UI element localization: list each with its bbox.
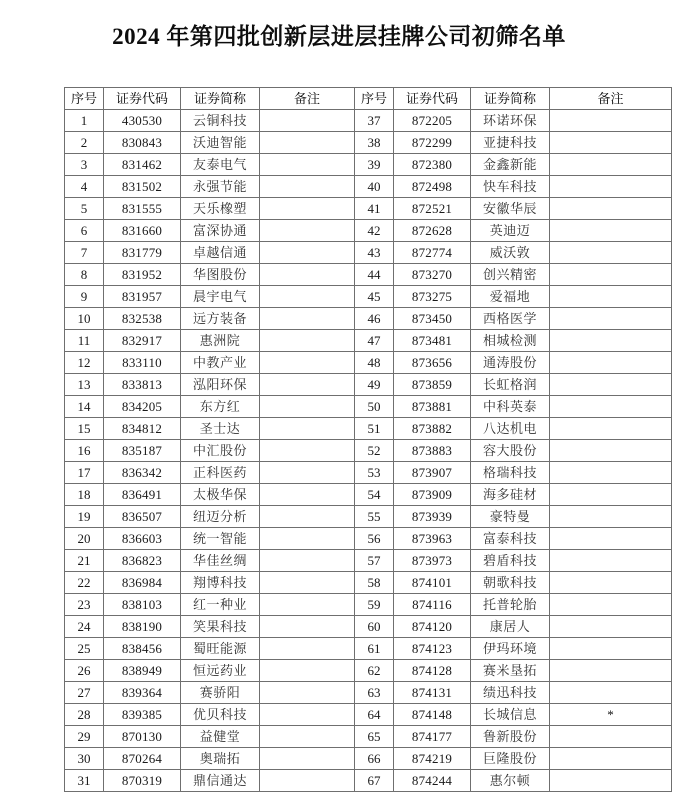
cell-name-right: 安徽华辰 — [471, 198, 550, 220]
cell-code-right: 872628 — [394, 220, 471, 242]
table-row — [65, 264, 672, 286]
cell-seq-right: 41 — [355, 198, 394, 220]
cell-note-right — [550, 550, 672, 572]
cell-seq-left: 23 — [65, 594, 104, 616]
cell-note-right — [550, 682, 672, 704]
cell-code-right: 874123 — [394, 638, 471, 660]
cell-note-right — [550, 176, 672, 198]
cell-seq-left: 15 — [65, 418, 104, 440]
cell-code-left: 831462 — [104, 154, 181, 176]
cell-code-right: 873882 — [394, 418, 471, 440]
cell-seq-left: 29 — [65, 726, 104, 748]
cell-note-left — [260, 748, 355, 770]
cell-seq-left: 13 — [65, 374, 104, 396]
table-row — [65, 660, 672, 682]
cell-name-left: 圣士达 — [181, 418, 260, 440]
cell-seq-left: 16 — [65, 440, 104, 462]
cell-seq-left: 26 — [65, 660, 104, 682]
cell-code-left: 831660 — [104, 220, 181, 242]
cell-code-right: 872521 — [394, 198, 471, 220]
cell-name-left: 东方红 — [181, 396, 260, 418]
cell-note-left — [260, 528, 355, 550]
cell-name-left: 红一种业 — [181, 594, 260, 616]
cell-seq-left: 4 — [65, 176, 104, 198]
cell-code-left: 836491 — [104, 484, 181, 506]
cell-code-right: 873481 — [394, 330, 471, 352]
cell-name-right: 威沃敦 — [471, 242, 550, 264]
header-seq-right: 序号 — [355, 88, 394, 110]
cell-code-right: 873859 — [394, 374, 471, 396]
cell-code-left: 832538 — [104, 308, 181, 330]
cell-seq-right: 65 — [355, 726, 394, 748]
cell-name-left: 卓越信通 — [181, 242, 260, 264]
table-row — [65, 396, 672, 418]
cell-name-right: 长虹格润 — [471, 374, 550, 396]
cell-note-right — [550, 528, 672, 550]
cell-seq-right: 49 — [355, 374, 394, 396]
cell-name-right: 中科英泰 — [471, 396, 550, 418]
cell-note-left — [260, 594, 355, 616]
table-row — [65, 726, 672, 748]
cell-note-left — [260, 352, 355, 374]
table-row — [65, 748, 672, 770]
cell-code-left: 838190 — [104, 616, 181, 638]
cell-seq-right: 60 — [355, 616, 394, 638]
cell-code-right: 873656 — [394, 352, 471, 374]
cell-seq-right: 44 — [355, 264, 394, 286]
table-row — [65, 616, 672, 638]
cell-seq-left: 22 — [65, 572, 104, 594]
cell-seq-right: 51 — [355, 418, 394, 440]
table-row — [65, 110, 672, 132]
cell-name-left: 赛骄阳 — [181, 682, 260, 704]
cell-code-left: 430530 — [104, 110, 181, 132]
cell-seq-right: 54 — [355, 484, 394, 506]
cell-code-right: 872774 — [394, 242, 471, 264]
header-name-left: 证券简称 — [181, 88, 260, 110]
cell-seq-left: 7 — [65, 242, 104, 264]
table-row — [65, 638, 672, 660]
cell-name-left: 晨宇电气 — [181, 286, 260, 308]
cell-note-left — [260, 286, 355, 308]
cell-name-right: 碧盾科技 — [471, 550, 550, 572]
cell-code-left: 831555 — [104, 198, 181, 220]
cell-name-left: 纽迈分析 — [181, 506, 260, 528]
cell-note-left — [260, 770, 355, 792]
table-row — [65, 198, 672, 220]
table-row — [65, 484, 672, 506]
cell-code-left: 831952 — [104, 264, 181, 286]
cell-code-right: 873973 — [394, 550, 471, 572]
cell-name-left: 中教产业 — [181, 352, 260, 374]
cell-name-right: 海多硅材 — [471, 484, 550, 506]
cell-code-left: 834205 — [104, 396, 181, 418]
cell-seq-right: 62 — [355, 660, 394, 682]
table-row — [65, 132, 672, 154]
table-row — [65, 286, 672, 308]
cell-seq-right: 42 — [355, 220, 394, 242]
cell-code-right: 873939 — [394, 506, 471, 528]
cell-seq-right: 61 — [355, 638, 394, 660]
cell-name-right: 巨隆股份 — [471, 748, 550, 770]
table-row — [65, 176, 672, 198]
header-seq-left: 序号 — [65, 88, 104, 110]
table-row — [65, 506, 672, 528]
cell-note-left — [260, 110, 355, 132]
cell-name-left: 中汇股份 — [181, 440, 260, 462]
cell-seq-right: 45 — [355, 286, 394, 308]
cell-seq-right: 57 — [355, 550, 394, 572]
cell-name-left: 远方装备 — [181, 308, 260, 330]
cell-seq-left: 5 — [65, 198, 104, 220]
cell-name-left: 益健堂 — [181, 726, 260, 748]
cell-code-left: 832917 — [104, 330, 181, 352]
table-row — [65, 308, 672, 330]
cell-name-right: 豪特曼 — [471, 506, 550, 528]
cell-seq-right: 58 — [355, 572, 394, 594]
cell-code-right: 874116 — [394, 594, 471, 616]
cell-name-right: 八达机电 — [471, 418, 550, 440]
cell-code-left: 830843 — [104, 132, 181, 154]
cell-note-left — [260, 506, 355, 528]
cell-seq-right: 43 — [355, 242, 394, 264]
cell-seq-left: 31 — [65, 770, 104, 792]
cell-code-left: 870319 — [104, 770, 181, 792]
cell-note-left — [260, 264, 355, 286]
cell-code-right: 872498 — [394, 176, 471, 198]
cell-code-left: 839385 — [104, 704, 181, 726]
cell-name-left: 云铜科技 — [181, 110, 260, 132]
cell-name-left: 友泰电气 — [181, 154, 260, 176]
cell-note-left — [260, 176, 355, 198]
cell-seq-left: 10 — [65, 308, 104, 330]
cell-note-right: * — [550, 704, 672, 726]
cell-name-right: 金鑫新能 — [471, 154, 550, 176]
cell-name-left: 惠洲院 — [181, 330, 260, 352]
cell-name-right: 环诺环保 — [471, 110, 550, 132]
cell-seq-left: 30 — [65, 748, 104, 770]
cell-name-left: 沃迪智能 — [181, 132, 260, 154]
cell-name-right: 英迪迈 — [471, 220, 550, 242]
cell-code-left: 836603 — [104, 528, 181, 550]
cell-note-left — [260, 550, 355, 572]
cell-note-right — [550, 616, 672, 638]
cell-name-left: 华佳丝绸 — [181, 550, 260, 572]
cell-seq-left: 8 — [65, 264, 104, 286]
cell-code-left: 831502 — [104, 176, 181, 198]
cell-seq-right: 64 — [355, 704, 394, 726]
cell-name-right: 伊玛环境 — [471, 638, 550, 660]
table-body — [65, 110, 672, 792]
cell-seq-left: 27 — [65, 682, 104, 704]
cell-code-left: 836823 — [104, 550, 181, 572]
cell-code-left: 870130 — [104, 726, 181, 748]
cell-note-right — [550, 638, 672, 660]
table-row — [65, 462, 672, 484]
cell-code-right: 873963 — [394, 528, 471, 550]
cell-name-right: 通涛股份 — [471, 352, 550, 374]
cell-name-left: 永强节能 — [181, 176, 260, 198]
cell-note-left — [260, 572, 355, 594]
cell-seq-right: 52 — [355, 440, 394, 462]
table-row — [65, 242, 672, 264]
cell-code-left: 836342 — [104, 462, 181, 484]
table-row — [65, 528, 672, 550]
cell-name-right: 亚捷科技 — [471, 132, 550, 154]
cell-code-right: 872380 — [394, 154, 471, 176]
cell-code-right: 873275 — [394, 286, 471, 308]
cell-note-right — [550, 220, 672, 242]
cell-name-right: 格瑞科技 — [471, 462, 550, 484]
cell-note-right — [550, 154, 672, 176]
cell-code-right: 874128 — [394, 660, 471, 682]
cell-note-left — [260, 682, 355, 704]
cell-seq-left: 3 — [65, 154, 104, 176]
cell-note-right — [550, 462, 672, 484]
cell-code-left: 838103 — [104, 594, 181, 616]
cell-name-left: 蜀旺能源 — [181, 638, 260, 660]
table-row — [65, 220, 672, 242]
cell-code-right: 874120 — [394, 616, 471, 638]
header-note-right: 备注 — [550, 88, 672, 110]
cell-name-left: 天乐橡塑 — [181, 198, 260, 220]
cell-seq-left: 17 — [65, 462, 104, 484]
cell-note-right — [550, 110, 672, 132]
cell-seq-left: 28 — [65, 704, 104, 726]
cell-code-left: 831957 — [104, 286, 181, 308]
table-row — [65, 550, 672, 572]
cell-seq-right: 53 — [355, 462, 394, 484]
cell-note-right — [550, 330, 672, 352]
cell-name-right: 富泰科技 — [471, 528, 550, 550]
cell-note-left — [260, 198, 355, 220]
cell-note-right — [550, 374, 672, 396]
cell-code-right: 874131 — [394, 682, 471, 704]
cell-name-left: 太极华保 — [181, 484, 260, 506]
header-row — [65, 88, 672, 110]
cell-note-right — [550, 132, 672, 154]
table-row — [65, 374, 672, 396]
cell-code-right: 874244 — [394, 770, 471, 792]
listing-table — [64, 87, 672, 792]
table-row — [65, 352, 672, 374]
cell-code-left: 838949 — [104, 660, 181, 682]
cell-note-right — [550, 484, 672, 506]
cell-seq-right: 59 — [355, 594, 394, 616]
cell-code-right: 873907 — [394, 462, 471, 484]
cell-note-left — [260, 418, 355, 440]
cell-seq-left: 18 — [65, 484, 104, 506]
cell-note-left — [260, 396, 355, 418]
table-row — [65, 154, 672, 176]
cell-name-right: 托普轮胎 — [471, 594, 550, 616]
cell-note-right — [550, 198, 672, 220]
header-name-right: 证券简称 — [471, 88, 550, 110]
cell-note-left — [260, 462, 355, 484]
header-note-left: 备注 — [260, 88, 355, 110]
cell-code-left: 833110 — [104, 352, 181, 374]
cell-code-left: 836507 — [104, 506, 181, 528]
table-row — [65, 330, 672, 352]
cell-note-right — [550, 594, 672, 616]
cell-seq-right: 63 — [355, 682, 394, 704]
cell-note-right — [550, 242, 672, 264]
cell-code-left: 870264 — [104, 748, 181, 770]
cell-name-right: 容大股份 — [471, 440, 550, 462]
cell-seq-left: 20 — [65, 528, 104, 550]
cell-name-left: 华图股份 — [181, 264, 260, 286]
cell-seq-right: 46 — [355, 308, 394, 330]
cell-note-right — [550, 396, 672, 418]
cell-code-right: 873881 — [394, 396, 471, 418]
cell-name-left: 富深协通 — [181, 220, 260, 242]
cell-note-right — [550, 660, 672, 682]
cell-note-right — [550, 440, 672, 462]
cell-note-right — [550, 418, 672, 440]
cell-note-left — [260, 660, 355, 682]
cell-name-right: 西格医学 — [471, 308, 550, 330]
cell-note-left — [260, 220, 355, 242]
cell-seq-left: 14 — [65, 396, 104, 418]
cell-note-left — [260, 308, 355, 330]
cell-name-right: 绩迅科技 — [471, 682, 550, 704]
cell-seq-right: 48 — [355, 352, 394, 374]
cell-note-right — [550, 286, 672, 308]
table-row — [65, 418, 672, 440]
cell-seq-right: 39 — [355, 154, 394, 176]
cell-seq-left: 24 — [65, 616, 104, 638]
cell-seq-left: 11 — [65, 330, 104, 352]
cell-note-right — [550, 572, 672, 594]
listing-table-container — [64, 87, 624, 792]
cell-name-right: 惠尔顿 — [471, 770, 550, 792]
cell-note-left — [260, 242, 355, 264]
table-header — [65, 88, 672, 110]
header-code-right: 证券代码 — [394, 88, 471, 110]
cell-note-left — [260, 638, 355, 660]
cell-code-left: 836984 — [104, 572, 181, 594]
cell-note-left — [260, 616, 355, 638]
table-row — [65, 572, 672, 594]
cell-note-left — [260, 726, 355, 748]
cell-name-right: 创兴精密 — [471, 264, 550, 286]
cell-name-right: 康居人 — [471, 616, 550, 638]
cell-name-left: 翔博科技 — [181, 572, 260, 594]
cell-name-right: 快车科技 — [471, 176, 550, 198]
cell-name-left: 正科医药 — [181, 462, 260, 484]
cell-seq-left: 12 — [65, 352, 104, 374]
table-row — [65, 704, 672, 726]
cell-code-right: 872205 — [394, 110, 471, 132]
cell-seq-right: 55 — [355, 506, 394, 528]
cell-code-left: 833813 — [104, 374, 181, 396]
table-row — [65, 440, 672, 462]
cell-note-right — [550, 352, 672, 374]
cell-code-left: 834812 — [104, 418, 181, 440]
cell-name-left: 笑果科技 — [181, 616, 260, 638]
cell-note-left — [260, 704, 355, 726]
cell-code-left: 839364 — [104, 682, 181, 704]
table-row — [65, 770, 672, 792]
cell-seq-right: 40 — [355, 176, 394, 198]
cell-name-left: 统一智能 — [181, 528, 260, 550]
cell-seq-right: 37 — [355, 110, 394, 132]
cell-name-right: 鲁新股份 — [471, 726, 550, 748]
cell-name-left: 恒远药业 — [181, 660, 260, 682]
cell-seq-left: 21 — [65, 550, 104, 572]
cell-code-right: 874101 — [394, 572, 471, 594]
cell-note-right — [550, 506, 672, 528]
cell-seq-right: 66 — [355, 748, 394, 770]
cell-note-right — [550, 726, 672, 748]
cell-code-left: 835187 — [104, 440, 181, 462]
table-row — [65, 682, 672, 704]
cell-name-left: 优贝科技 — [181, 704, 260, 726]
cell-seq-left: 25 — [65, 638, 104, 660]
cell-note-right — [550, 770, 672, 792]
cell-name-right: 相城检测 — [471, 330, 550, 352]
table-row — [65, 594, 672, 616]
cell-name-left: 鼎信通达 — [181, 770, 260, 792]
cell-seq-right: 56 — [355, 528, 394, 550]
page-title: 2024 年第四批创新层进层挂牌公司初筛名单 — [112, 24, 566, 49]
cell-code-left: 831779 — [104, 242, 181, 264]
cell-name-right: 赛米垦拓 — [471, 660, 550, 682]
cell-code-left: 838456 — [104, 638, 181, 660]
cell-note-right — [550, 264, 672, 286]
cell-note-left — [260, 374, 355, 396]
cell-seq-left: 1 — [65, 110, 104, 132]
cell-code-right: 874148 — [394, 704, 471, 726]
cell-seq-right: 50 — [355, 396, 394, 418]
cell-seq-right: 47 — [355, 330, 394, 352]
cell-name-left: 奥瑞拓 — [181, 748, 260, 770]
cell-note-left — [260, 484, 355, 506]
cell-note-right — [550, 748, 672, 770]
header-code-left: 证券代码 — [104, 88, 181, 110]
cell-seq-right: 67 — [355, 770, 394, 792]
cell-code-right: 873883 — [394, 440, 471, 462]
cell-name-right: 爱福地 — [471, 286, 550, 308]
cell-code-right: 873270 — [394, 264, 471, 286]
cell-note-left — [260, 154, 355, 176]
cell-code-right: 873450 — [394, 308, 471, 330]
cell-seq-right: 38 — [355, 132, 394, 154]
cell-name-right: 长城信息 — [471, 704, 550, 726]
cell-code-right: 873909 — [394, 484, 471, 506]
cell-seq-left: 9 — [65, 286, 104, 308]
cell-name-left: 泓阳环保 — [181, 374, 260, 396]
cell-seq-left: 19 — [65, 506, 104, 528]
cell-seq-left: 2 — [65, 132, 104, 154]
cell-name-right: 朝歌科技 — [471, 572, 550, 594]
cell-code-right: 874177 — [394, 726, 471, 748]
cell-note-left — [260, 132, 355, 154]
cell-code-right: 872299 — [394, 132, 471, 154]
cell-note-right — [550, 308, 672, 330]
cell-note-left — [260, 330, 355, 352]
cell-seq-left: 6 — [65, 220, 104, 242]
cell-note-left — [260, 440, 355, 462]
cell-code-right: 874219 — [394, 748, 471, 770]
